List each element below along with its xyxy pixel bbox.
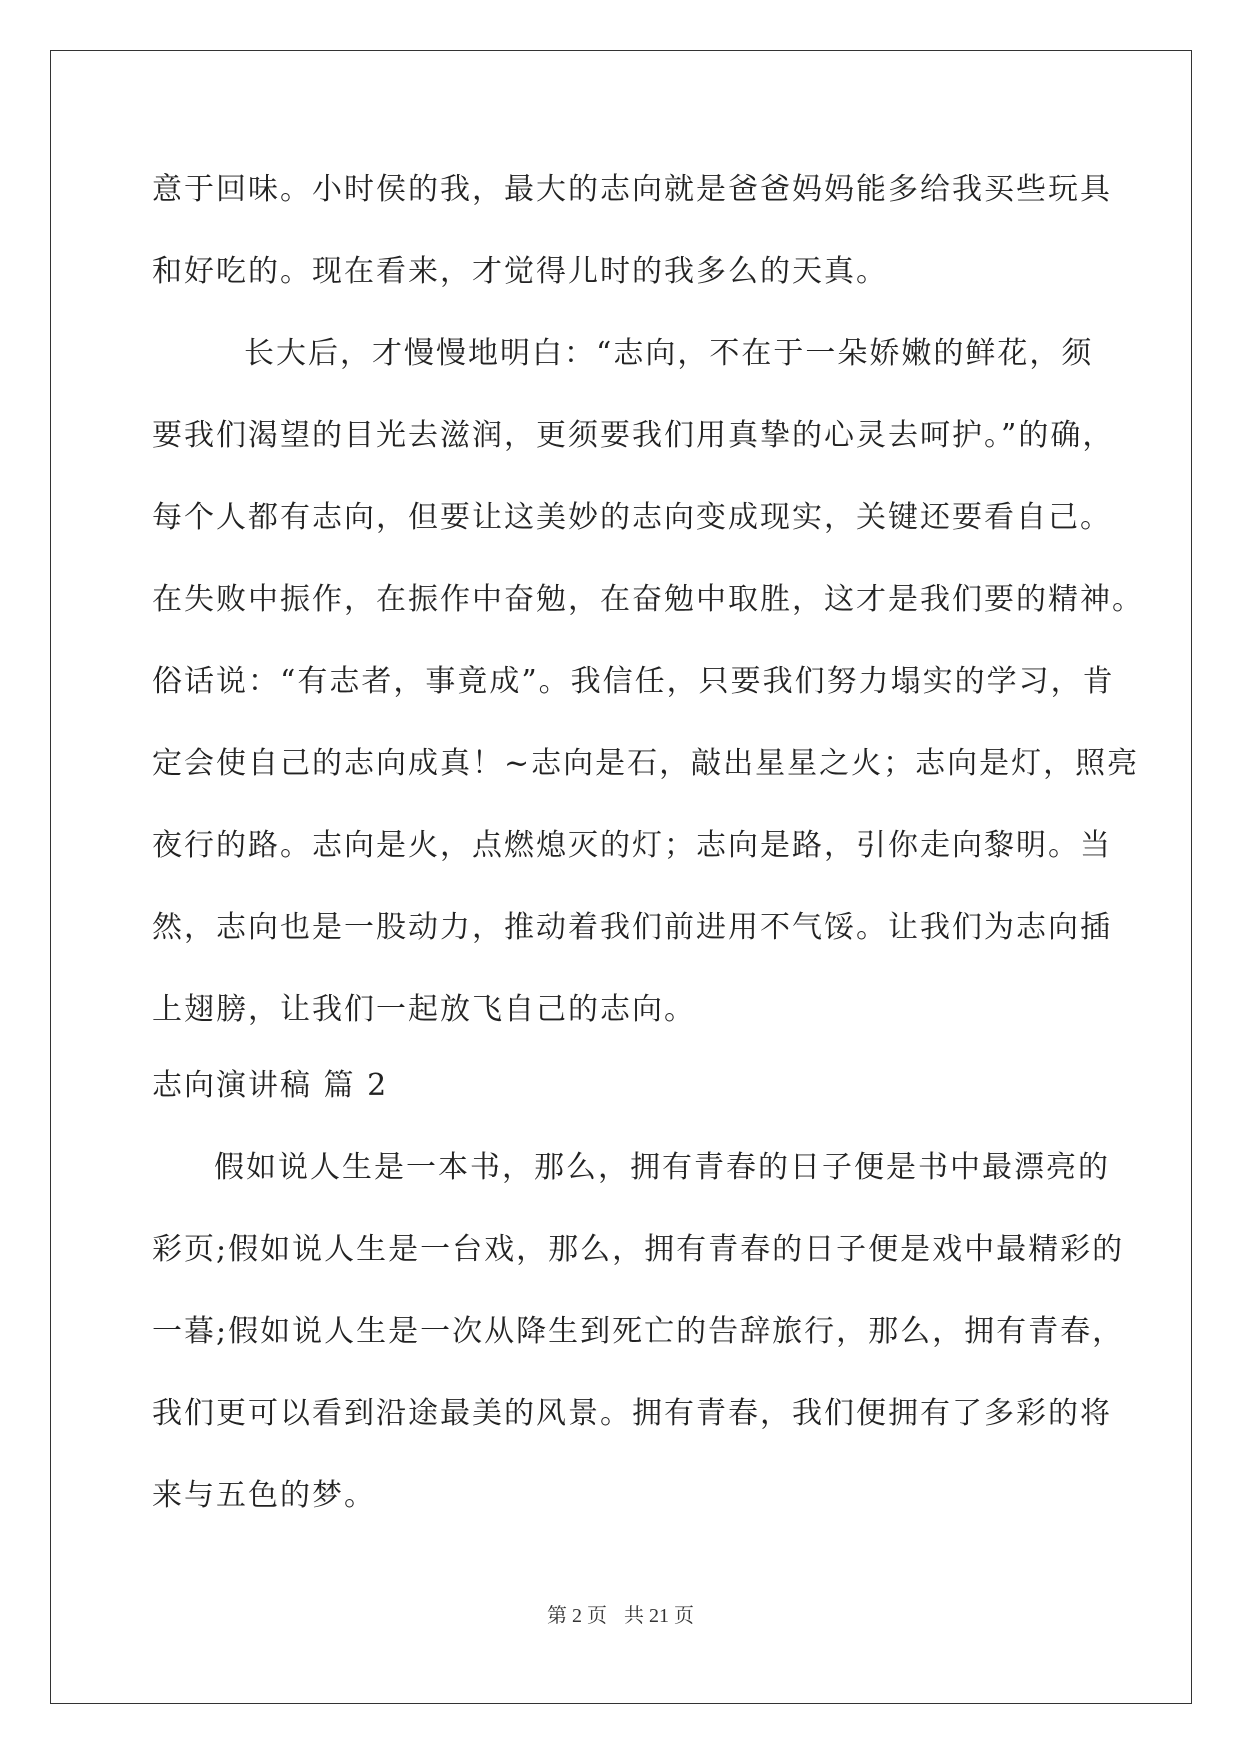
paragraph-line: 上翅膀，让我们一起放飞自己的志向。 xyxy=(152,992,696,1027)
paragraph-line: 一暮;假如说人生是一次从降生到死亡的告辞旅行，那么，拥有青春， xyxy=(152,1314,1125,1349)
paragraph-line: 定会使自己的志向成真！~志向是石，敲出星星之火；志向是灯，照亮 xyxy=(152,746,1140,781)
page-footer xyxy=(0,1604,1241,1628)
paragraph-line: 和好吃的。现在看来，才觉得儿时的我多么的天真。 xyxy=(152,254,888,289)
paragraph-line: 然，志向也是一股动力，推动着我们前进用不气馁。让我们为志向插 xyxy=(152,910,1112,945)
paragraph-line-indented: 假如说人生是一本书，那么，拥有青春的日子便是书中最漂亮的 xyxy=(214,1150,1110,1185)
page-border xyxy=(50,50,1192,1704)
paragraph-line-indented: 长大后，才慢慢地明白：“志向，不在于一朵娇嫩的鲜花，须 xyxy=(244,336,1094,371)
paragraph-line: 意于回味。小时侯的我，最大的志向就是爸爸妈妈能多给我买些玩具 xyxy=(152,172,1112,207)
paragraph-line: 来与五色的梦。 xyxy=(152,1478,376,1513)
paragraph-line: 我们更可以看到沿途最美的风景。拥有青春，我们便拥有了多彩的将 xyxy=(152,1396,1112,1431)
paragraph-line: 夜行的路。志向是火，点燃熄灭的灯；志向是路，引你走向黎明。当 xyxy=(152,828,1112,863)
paragraph-line: 俗话说：“有志者，事竟成”。我信任，只要我们努力塌实的学习，肯 xyxy=(152,664,1115,699)
paragraph-line: 在失败中振作，在振作中奋勉，在奋勉中取胜，这才是我们要的精神。 xyxy=(152,582,1144,617)
page-total: 共 21 页 xyxy=(624,1605,694,1627)
page-number: 第 2 页 xyxy=(547,1605,607,1627)
paragraph-line: 彩页;假如说人生是一台戏，那么，拥有青春的日子便是戏中最精彩的 xyxy=(152,1232,1125,1267)
paragraph-line: 每个人都有志向，但要让这美妙的志向变成现实，关键还要看自己。 xyxy=(152,500,1112,535)
section-heading: 志向演讲稿 篇 2 xyxy=(152,1068,389,1103)
paragraph-line: 要我们渴望的目光去滋润，更须要我们用真挚的心灵去呵护。”的确， xyxy=(152,418,1115,453)
